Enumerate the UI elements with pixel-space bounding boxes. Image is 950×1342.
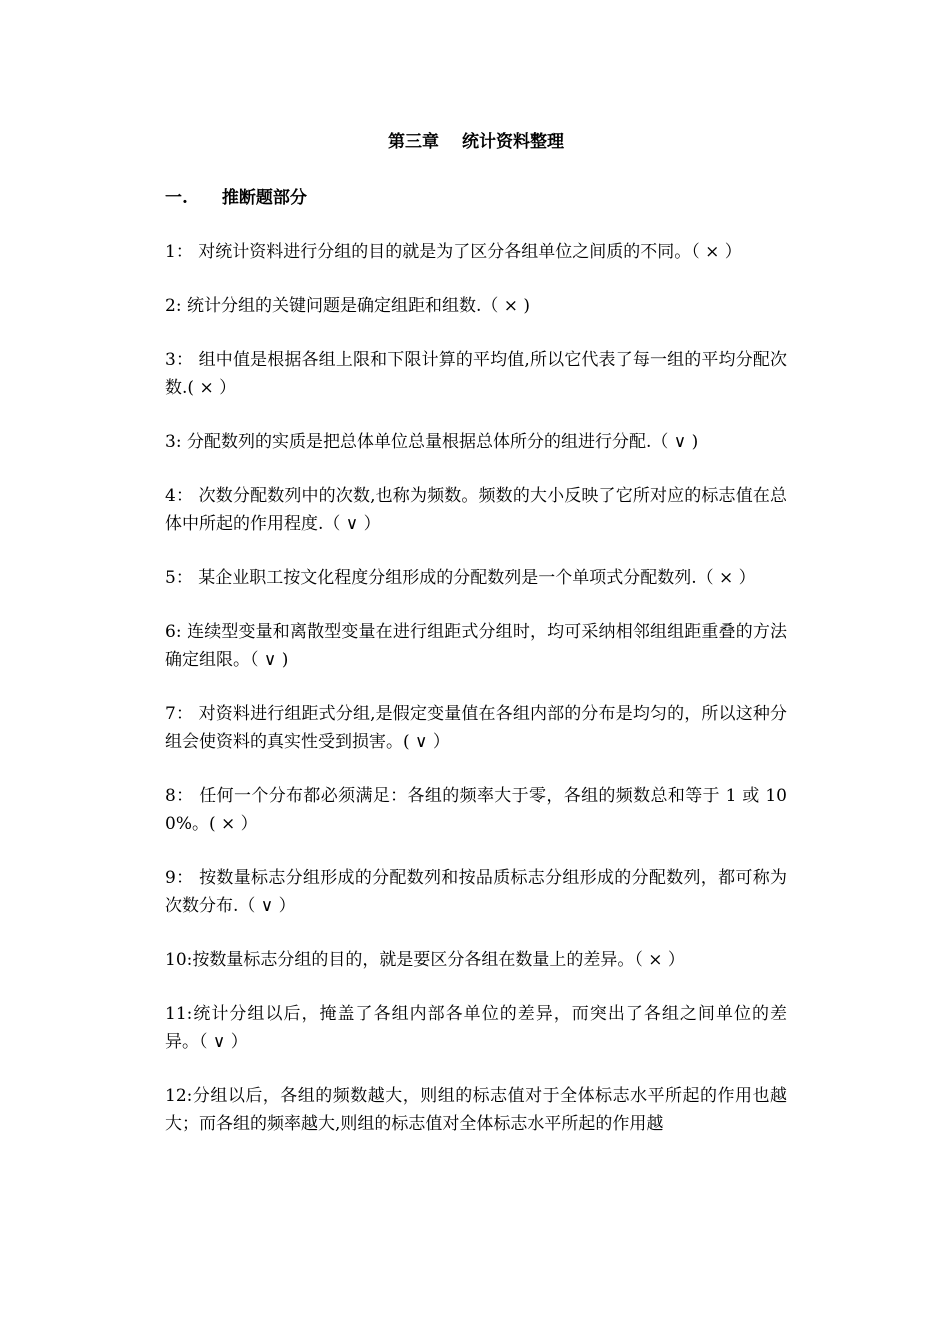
question-item: 8： 任何一个分布都必须满足：各组的频率大于零，各组的频数总和等于 1 或 100%。( × ） (165, 786, 787, 834)
question-item: 9： 按数量标志分组形成的分配数列和按品质标志分组形成的分配数列，都可称为次数分布.（ ∨ ） (165, 868, 787, 916)
chapter-title: 第三章 统计资料整理 (388, 132, 564, 152)
document-body (165, 128, 787, 1164)
section-heading: 一. 推断题部分 (165, 188, 307, 208)
question-item: 11:统计分组以后，掩盖了各组内部各单位的差异，而突出了各组之间单位的差异。（ ∨ ） (165, 1004, 787, 1052)
question-item: 1： 对统计资料进行分组的目的就是为了区分各组单位之间质的不同。（ × ） (165, 242, 742, 262)
question-item: 3: 分配数列的实质是把总体单位总量根据总体所分的组进行分配.（ ∨ ) (165, 432, 699, 452)
question-item: 6: 连续型变量和离散型变量在进行组距式分组时，均可采纳相邻组组距重叠的方法确定组限。（ ∨ ) (165, 622, 787, 670)
question-item: 4： 次数分配数列中的次数,也称为频数。频数的大小反映了它所对应的标志值在总体中所起的作用程度.（ ∨ ） (165, 486, 787, 534)
question-item: 2: 统计分组的关键问题是确定组距和组数.（ × ) (165, 296, 531, 316)
question-item: 3： 组中值是根据各组上限和下限计算的平均值,所以它代表了每一组的平均分配次数.( × ） (165, 350, 787, 398)
question-item: 7： 对资料进行组距式分组,是假定变量值在各组内部的分布是均匀的，所以这种分组会使资料的真实性受到损害。( ∨ ） (165, 704, 787, 752)
question-item: 5： 某企业职工按文化程度分组形成的分配数列是一个单项式分配数列.（ × ） (165, 568, 756, 588)
question-item: 10:按数量标志分组的目的，就是要区分各组在数量上的差异。（ × ） (165, 950, 685, 970)
question-item: 12:分组以后，各组的频数越大，则组的标志值对于全体标志水平所起的作用也越大；而各组的频率越大,则组的标志值对全体标志水平所起的作用越 (165, 1086, 787, 1134)
